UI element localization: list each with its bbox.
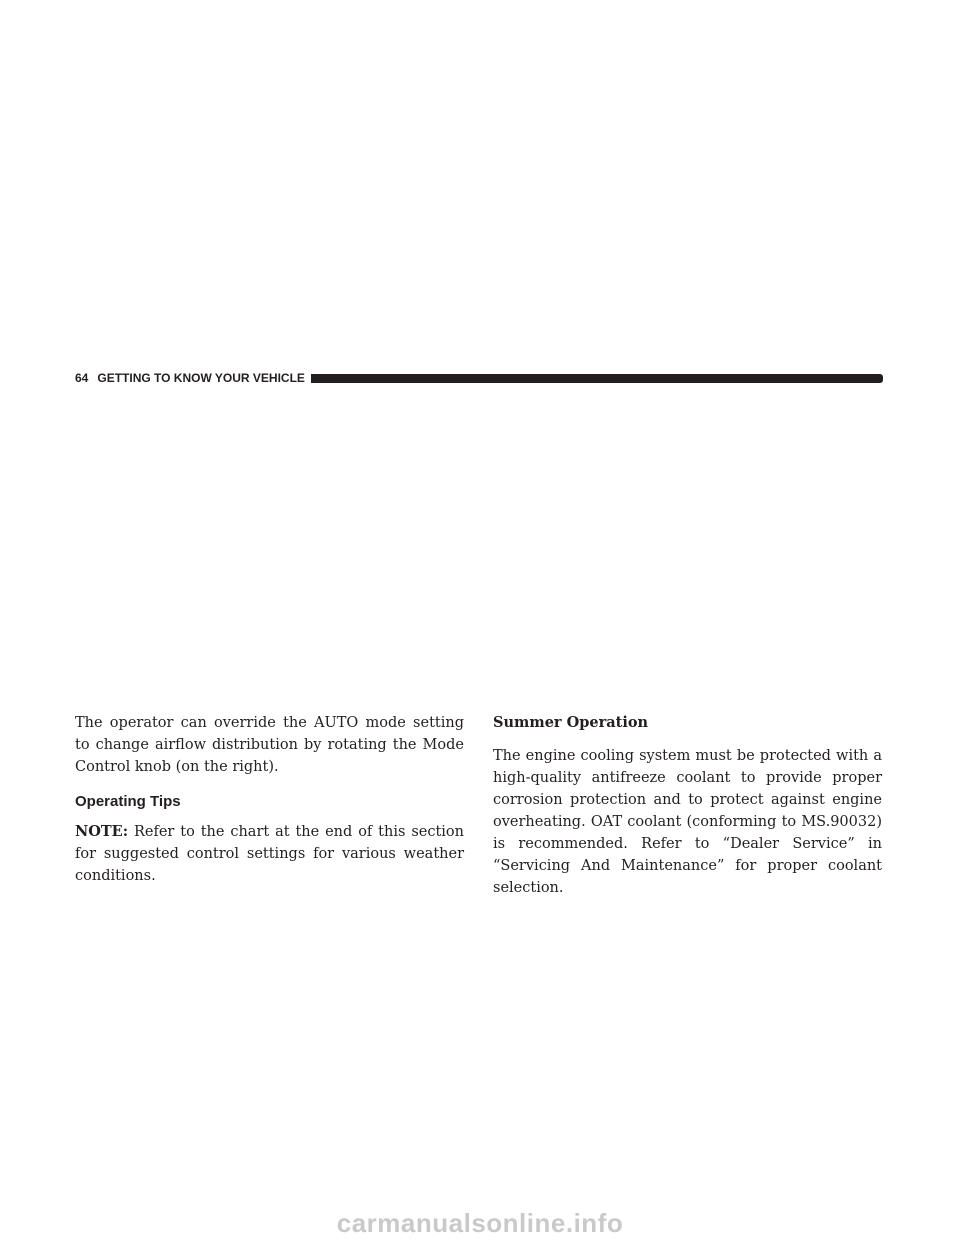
note-paragraph [75,821,464,887]
page-header [75,369,883,387]
left-column [75,712,464,887]
note-text: Refer to the chart at the end of this section for suggested control settings for various weather conditions. [75,824,464,884]
note-label: NOTE: [75,823,129,840]
header-rule [311,374,883,383]
section-title: GETTING TO KNOW YOUR VEHICLE [97,371,305,385]
watermark: carmanualsonline.info [336,1208,624,1238]
right-column [493,712,882,899]
summer-operation-heading: Summer Operation [493,714,649,731]
intro-paragraph: The operator can override the AUTO mode setting to change airflow distribution by rotating the Mode Control knob (on the right). [75,715,464,775]
summer-operation-paragraph: The engine cooling system must be protected with a high-quality antifreeze coolant to provide proper corrosion protection and to protect against engine overheating. OAT coolant (conforming to MS.90032) is recommended. Refer to “Dealer Service” in “Servicing And Maintenance” for proper coolant selection. [493,748,882,896]
page-number: 64 [75,371,89,385]
operating-tips-heading: Operating Tips [75,793,181,810]
